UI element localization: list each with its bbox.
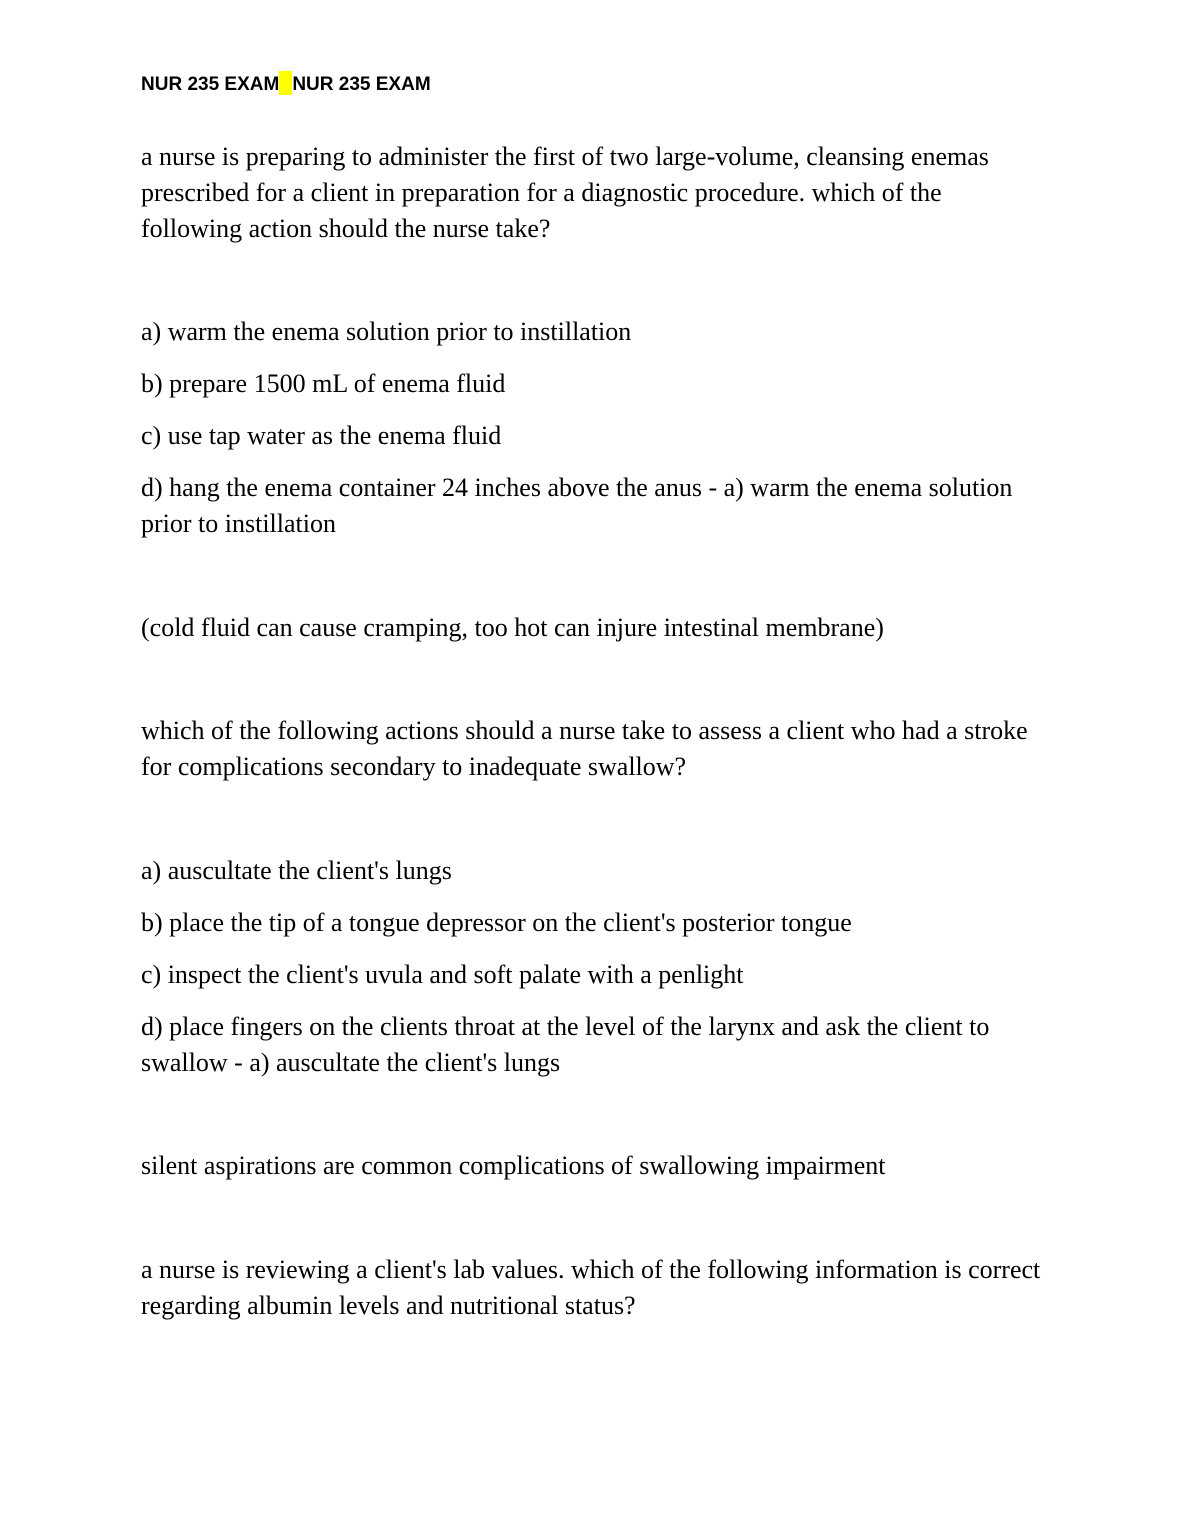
header-title-right: NUR 235 EXAM xyxy=(292,74,431,95)
question-2-stem: which of the following actions should a nurse take to assess a client who had a stroke for complications secondary to inadequate swallow? xyxy=(141,716,1028,781)
highlight-mark xyxy=(279,71,292,95)
question-2-option-b: b) place the tip of a tongue depressor on the client's posterior tongue xyxy=(141,908,852,937)
question-3-stem: a nurse is reviewing a client's lab values. which of the following information is correct regarding albumin levels and nutritional status? xyxy=(141,1255,1041,1320)
question-2-option-d: d) place fingers on the clients throat at the level of the larynx and ask the client to swallow - a) auscultate the client's lungs xyxy=(141,1012,990,1077)
question-2-rationale: silent aspirations are common complications of swallowing impairment xyxy=(141,1151,886,1180)
question-1-option-b: b) prepare 1500 mL of enema fluid xyxy=(141,369,506,398)
question-1-option-c: c) use tap water as the enema fluid xyxy=(141,421,502,450)
question-1-rationale: (cold fluid can cause cramping, too hot can injure intestinal membrane) xyxy=(141,613,884,642)
question-1-stem: a nurse is preparing to administer the first of two large-volume, cleansing enemas prescribed for a client in preparation for a diagnostic procedure. which of the following action should the nurse take? xyxy=(141,142,989,243)
document-header xyxy=(141,71,431,98)
question-1-option-a: a) warm the enema solution prior to instillation xyxy=(141,317,632,346)
question-2-option-a: a) auscultate the client's lungs xyxy=(141,856,452,885)
header-title-left: NUR 235 EXAM xyxy=(141,74,280,95)
question-1-option-d: d) hang the enema container 24 inches above the anus - a) warm the enema solution prior to instillation xyxy=(141,473,1013,538)
question-2-option-c: c) inspect the client's uvula and soft palate with a penlight xyxy=(141,960,744,989)
